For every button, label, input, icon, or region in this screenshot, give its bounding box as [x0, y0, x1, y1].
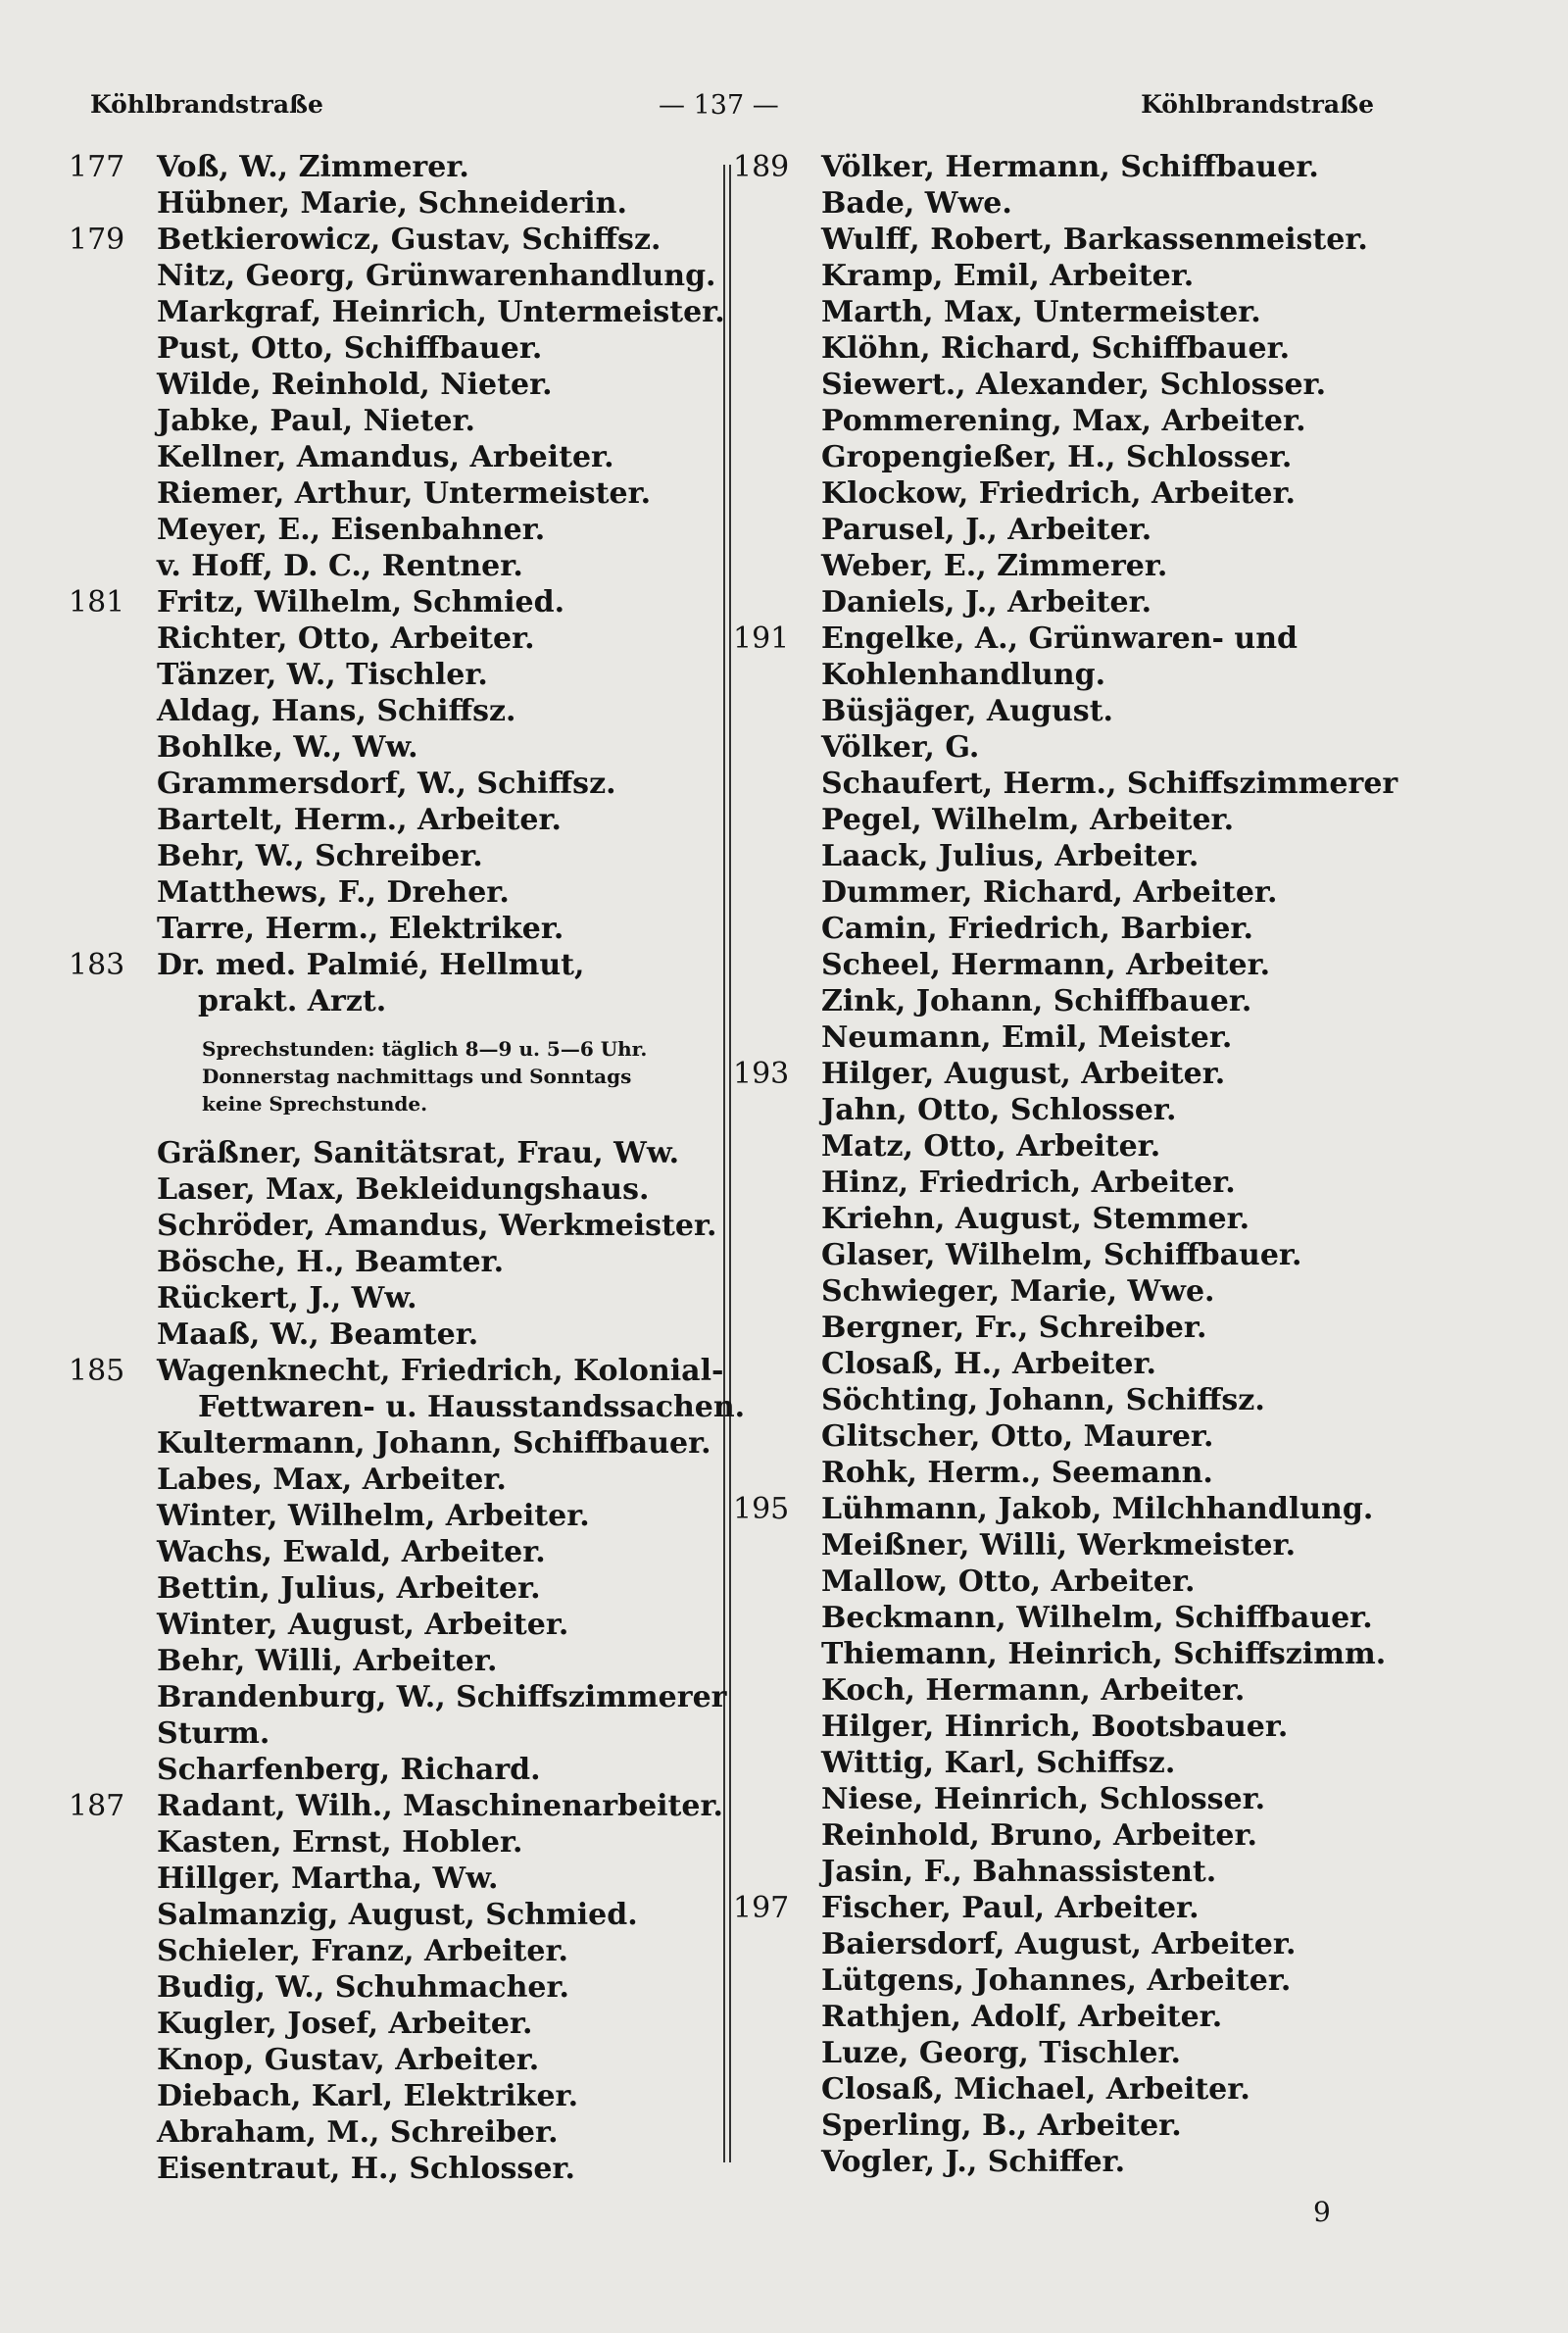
entry-text: Hübner, Marie, Schneiderin. — [157, 186, 627, 221]
directory-entry — [157, 1498, 706, 1534]
entry-text: Laack, Julius, Arbeiter. — [821, 839, 1200, 873]
entry-text: Klöhn, Richard, Schiffbauer. — [821, 331, 1291, 366]
directory-entry — [821, 1019, 1390, 1056]
entry-text: Völker, Hermann, Schiffbauer. — [821, 150, 1319, 184]
entry-text: Bohlke, W., Ww. — [157, 730, 418, 765]
directory-entry — [821, 439, 1390, 475]
entry-text: Glitscher, Otto, Maurer. — [821, 1419, 1214, 1454]
directory-entry — [157, 802, 706, 838]
directory-entry — [821, 1962, 1390, 1999]
directory-entry — [821, 1926, 1390, 1962]
directory-entry — [157, 2151, 706, 2187]
entry-text: Bergner, Fr., Schreiber. — [821, 1311, 1207, 1345]
directory-entry — [157, 874, 706, 911]
directory-entry — [157, 475, 706, 512]
directory-entry — [821, 512, 1390, 548]
directory-entry — [733, 1491, 1390, 1527]
directory-entry — [821, 584, 1390, 620]
entry-text: prakt. Arzt. — [198, 984, 387, 1018]
directory-entry — [157, 1752, 706, 1788]
directory-entry — [733, 620, 1390, 657]
directory-entry — [157, 1534, 706, 1570]
directory-entry — [821, 2035, 1390, 2071]
entry-text: Mallow, Otto, Arbeiter. — [821, 1564, 1196, 1599]
directory-entry — [821, 1781, 1390, 1817]
directory-entry — [821, 367, 1390, 403]
directory-entry — [821, 2144, 1390, 2180]
entry-text: Matz, Otto, Arbeiter. — [821, 1129, 1161, 1164]
left-column — [69, 149, 746, 2187]
directory-entry — [157, 548, 706, 584]
entry-text: Koch, Hermann, Arbeiter. — [821, 1673, 1246, 1708]
directory-entry — [821, 1310, 1390, 1346]
directory-entry — [821, 2108, 1390, 2144]
directory-entry — [69, 149, 706, 185]
entry-text: Rückert, J., Ww. — [157, 1281, 417, 1315]
directory-entry — [157, 911, 706, 947]
entry-text: Matthews, F., Dreher. — [157, 875, 510, 910]
entry-text: Lühmann, Jakob, Milchhandlung. — [821, 1492, 1374, 1526]
entry-text: Thiemann, Heinrich, Schiffszimm. — [821, 1637, 1387, 1671]
directory-entry — [821, 1092, 1390, 1128]
directory-entry — [821, 1999, 1390, 2035]
directory-entry — [157, 1244, 706, 1280]
entry-text: Marth, Max, Untermeister. — [821, 295, 1261, 329]
house-number: 191 — [733, 621, 790, 656]
house-number: 195 — [733, 1492, 790, 1526]
directory-entry — [821, 1382, 1390, 1418]
entry-text: Behr, Willi, Arbeiter. — [157, 1644, 498, 1678]
entry-text: Budig, W., Schuhmacher. — [157, 1970, 569, 2005]
directory-entry — [821, 657, 1390, 693]
directory-entry — [157, 729, 706, 766]
entry-text: Schaufert, Herm., Schiffszimmerer — [821, 767, 1398, 801]
directory-entry — [157, 1969, 706, 2006]
entry-text: Rathjen, Adolf, Arbeiter. — [821, 2000, 1223, 2034]
directory-entry — [157, 1861, 706, 1897]
directory-entry — [733, 149, 1390, 185]
directory-entry — [821, 403, 1390, 439]
entry-text: Camin, Friedrich, Barbier. — [821, 912, 1253, 946]
directory-entry — [821, 729, 1390, 766]
entry-text: Gräßner, Sanitätsrat, Frau, Ww. — [157, 1136, 680, 1170]
directory-entry — [157, 2114, 706, 2151]
house-number: 187 — [69, 1789, 125, 1823]
entry-text: Rohk, Herm., Seemann. — [821, 1456, 1213, 1490]
entry-text: Pommerening, Max, Arbeiter. — [821, 404, 1306, 438]
entry-text: Wachs, Ewald, Arbeiter. — [157, 1535, 546, 1569]
directory-entry — [157, 1643, 706, 1679]
directory-entry — [733, 1056, 1390, 1092]
directory-entry — [821, 1672, 1390, 1709]
entry-text: Schieler, Franz, Arbeiter. — [157, 1934, 568, 1968]
office-hours-note: Sprechstunden: täglich 8—9 u. 5—6 Uhr. — [202, 1037, 648, 1061]
directory-entry — [157, 620, 706, 657]
directory-entry — [69, 1353, 724, 1389]
entry-text: Bade, Wwe. — [821, 186, 1012, 221]
entry-text: Meißner, Willi, Werkmeister. — [821, 1528, 1297, 1563]
entry-text: Hinz, Friedrich, Arbeiter. — [821, 1166, 1236, 1200]
entry-text: Niese, Heinrich, Schlosser. — [821, 1782, 1266, 1816]
directory-entry — [821, 1165, 1390, 1201]
directory-entry — [69, 584, 706, 620]
directory-entry — [157, 1933, 706, 1969]
directory-entry — [157, 2078, 706, 2114]
entry-text: Bösche, H., Beamter. — [157, 1245, 505, 1279]
house-number: 177 — [69, 150, 125, 184]
entry-text: Hillger, Martha, Ww. — [157, 1861, 499, 1896]
house-number: 197 — [733, 1891, 790, 1925]
entry-text: Schröder, Amandus, Werkmeister. — [157, 1209, 717, 1243]
directory-entry — [821, 1273, 1390, 1310]
directory-entry — [157, 1462, 706, 1498]
entry-text: Kohlenhandlung. — [821, 658, 1106, 692]
directory-entry — [821, 874, 1390, 911]
entry-text: Fischer, Paul, Arbeiter. — [821, 1891, 1200, 1925]
entry-text: Abraham, M., Schreiber. — [157, 2115, 559, 2150]
directory-entry — [69, 222, 706, 258]
directory-entry — [157, 367, 706, 403]
directory-entry — [821, 838, 1390, 874]
house-number: 189 — [733, 150, 790, 184]
page-number: — 137 — — [659, 90, 779, 121]
entry-text: Pegel, Wilhelm, Arbeiter. — [821, 803, 1235, 837]
directory-entry — [821, 222, 1390, 258]
directory-entry — [821, 947, 1390, 983]
entry-text: Meyer, E., Eisenbahner. — [157, 513, 546, 547]
entry-text: Parusel, J., Arbeiter. — [821, 513, 1152, 547]
directory-entry — [821, 1455, 1390, 1491]
entry-text: Salmanzig, August, Schmied. — [157, 1898, 638, 1932]
entry-text: Labes, Max, Arbeiter. — [157, 1463, 507, 1497]
entry-text: Brandenburg, W., Schiffszimmerer — [157, 1680, 727, 1714]
house-number: 185 — [69, 1354, 125, 1388]
entry-text: Lütgens, Johannes, Arbeiter. — [821, 1963, 1292, 1998]
entry-text: v. Hoff, D. C., Rentner. — [157, 549, 523, 583]
entry-text: Gropengießer, H., Schlosser. — [821, 440, 1293, 474]
directory-entry — [821, 802, 1390, 838]
directory-entry — [157, 1607, 706, 1643]
entry-text: Zink, Johann, Schiffbauer. — [821, 984, 1252, 1018]
entry-text: Kultermann, Johann, Schiffbauer. — [157, 1426, 711, 1461]
directory-entry — [69, 1788, 723, 1824]
entry-text: Laser, Max, Bekleidungshaus. — [157, 1172, 650, 1207]
entry-text: Closaß, H., Arbeiter. — [821, 1347, 1156, 1381]
entry-text: Reinhold, Bruno, Arbeiter. — [821, 1818, 1257, 1853]
sheet-signature: 9 — [1313, 2196, 1331, 2228]
directory-entry — [157, 1316, 706, 1353]
directory-entry — [157, 983, 706, 1019]
entry-text: Winter, August, Arbeiter. — [157, 1608, 569, 1642]
house-number: 183 — [69, 948, 125, 982]
entry-text: Kellner, Amandus, Arbeiter. — [157, 440, 614, 474]
entry-text: Nitz, Georg, Grünwarenhandlung. — [157, 259, 716, 293]
directory-entry — [821, 1346, 1390, 1382]
entry-text: Kasten, Ernst, Hobler. — [157, 1825, 523, 1860]
entry-text: Beckmann, Wilhelm, Schiffbauer. — [821, 1601, 1373, 1635]
entry-text: Kramp, Emil, Arbeiter. — [821, 259, 1195, 293]
entry-text: Eisentraut, H., Schlosser. — [157, 2152, 575, 2186]
entry-text: Söchting, Johann, Schiffsz. — [821, 1383, 1265, 1417]
entry-text: Kriehn, August, Stemmer. — [821, 1202, 1250, 1236]
directory-entry — [157, 512, 706, 548]
entry-text: Büsjäger, August. — [821, 694, 1113, 728]
directory-entry — [821, 1709, 1390, 1745]
entry-text: Sturm. — [157, 1716, 270, 1751]
entry-text: Riemer, Arthur, Untermeister. — [157, 476, 652, 511]
entry-text: Scharfenberg, Richard. — [157, 1753, 541, 1787]
entry-text: Voß, W., Zimmerer. — [157, 150, 469, 184]
entry-text: Winter, Wilhelm, Arbeiter. — [157, 1499, 590, 1533]
entry-text: Radant, Wilh., Maschinenarbeiter. — [157, 1789, 723, 1823]
directory-entry — [821, 911, 1390, 947]
house-number: 193 — [733, 1057, 790, 1091]
directory-entry — [157, 1570, 706, 1607]
directory-entry — [821, 1237, 1390, 1273]
directory-entry — [821, 330, 1390, 367]
entry-text: Markgraf, Heinrich, Untermeister. — [157, 295, 725, 329]
entry-text: Jahn, Otto, Schlosser. — [821, 1093, 1177, 1127]
directory-entry — [821, 693, 1390, 729]
directory-entry — [821, 1600, 1390, 1636]
entry-text: Völker, G. — [821, 730, 980, 765]
directory-entry — [69, 947, 706, 983]
entry-text: Aldag, Hans, Schiffsz. — [157, 694, 516, 728]
directory-entry — [157, 693, 706, 729]
directory-entry — [821, 185, 1390, 222]
directory-entry — [157, 330, 706, 367]
entry-text: Schwieger, Marie, Wwe. — [821, 1274, 1215, 1309]
directory-entry — [157, 838, 706, 874]
directory-entry — [821, 766, 1398, 802]
entry-text: Bartelt, Herm., Arbeiter. — [157, 803, 562, 837]
office-hours-note: Donnerstag nachmittags und Sonntags — [202, 1065, 632, 1088]
directory-entry — [157, 1425, 711, 1462]
directory-entry — [821, 1418, 1390, 1455]
directory-entry — [821, 1564, 1390, 1600]
directory-entry — [821, 1817, 1390, 1854]
entry-text: Hilger, August, Arbeiter. — [821, 1057, 1226, 1091]
directory-entry — [157, 2006, 706, 2042]
entry-text: Klockow, Friedrich, Arbeiter. — [821, 476, 1296, 511]
entry-text: Closaß, Michael, Arbeiter. — [821, 2072, 1250, 2107]
entry-text: Wittig, Karl, Schiffsz. — [821, 1746, 1176, 1780]
directory-entry — [157, 1135, 706, 1171]
entry-text: Fritz, Wilhelm, Schmied. — [157, 585, 565, 620]
entry-text: Vogler, J., Schiffer. — [821, 2145, 1126, 2179]
directory-entry — [157, 403, 706, 439]
entry-text: Wilde, Reinhold, Nieter. — [157, 368, 553, 402]
directory-entry — [821, 258, 1390, 294]
entry-text: Engelke, A., Grünwaren- und — [821, 621, 1298, 656]
entry-text: Baiersdorf, August, Arbeiter. — [821, 1927, 1297, 1961]
entry-text: Tänzer, W., Tischler. — [157, 658, 488, 692]
directory-entry — [157, 294, 725, 330]
directory-entry — [157, 1171, 706, 1208]
directory-entry — [157, 1824, 706, 1861]
running-head-right: Köhlbrandstraße — [1141, 90, 1374, 119]
directory-entry — [157, 439, 706, 475]
entry-text: Grammersdorf, W., Schiffsz. — [157, 767, 616, 801]
directory-entry — [821, 1128, 1390, 1165]
entry-text: Jabke, Paul, Nieter. — [157, 404, 476, 438]
entry-text: Siewert., Alexander, Schlosser. — [821, 368, 1327, 402]
entry-text: Jasin, F., Bahnassistent. — [821, 1855, 1217, 1889]
directory-entry — [821, 475, 1390, 512]
entry-text: Dr. med. Palmié, Hellmut, — [157, 948, 585, 982]
directory-entry — [821, 1527, 1390, 1564]
entry-text: Fettwaren- u. Hausstandssachen. — [198, 1390, 746, 1424]
entry-text: Sperling, B., Arbeiter. — [821, 2109, 1182, 2143]
entry-text: Betkierowicz, Gustav, Schiffsz. — [157, 223, 662, 257]
page-header — [90, 90, 1374, 129]
house-number: 181 — [69, 585, 125, 620]
directory-entry — [733, 1890, 1390, 1926]
directory-entry — [157, 1208, 717, 1244]
entry-text: Scheel, Hermann, Arbeiter. — [821, 948, 1271, 982]
directory-entry — [157, 766, 706, 802]
directory-entry — [157, 1715, 706, 1752]
right-column — [733, 149, 1398, 2180]
directory-entry — [157, 258, 716, 294]
directory-entry — [157, 657, 706, 693]
entry-text: Neumann, Emil, Meister. — [821, 1020, 1233, 1055]
house-number: 179 — [69, 223, 125, 257]
entry-text: Diebach, Karl, Elektriker. — [157, 2079, 579, 2113]
entry-text: Richter, Otto, Arbeiter. — [157, 621, 535, 656]
directory-entry — [821, 294, 1390, 330]
entry-text: Weber, E., Zimmerer. — [821, 549, 1168, 583]
entry-text: Bettin, Julius, Arbeiter. — [157, 1571, 541, 1606]
directory-entry — [157, 185, 706, 222]
entry-text: Knop, Gustav, Arbeiter. — [157, 2043, 540, 2077]
entry-text: Wulff, Robert, Barkassenmeister. — [821, 223, 1368, 257]
directory-entry — [157, 1679, 727, 1715]
directory-entry — [821, 2071, 1390, 2108]
directory-entry — [821, 1854, 1390, 1890]
office-hours-note: keine Sprechstunde. — [202, 1092, 428, 1116]
entry-text: Wagenknecht, Friedrich, Kolonial- — [157, 1354, 724, 1388]
entry-text: Luze, Georg, Tischler. — [821, 2036, 1181, 2070]
entry-text: Tarre, Herm., Elektriker. — [157, 912, 564, 946]
running-head-left: Köhlbrandstraße — [90, 90, 323, 119]
directory-entry — [821, 983, 1390, 1019]
directory-entry — [157, 1389, 746, 1425]
directory-entry — [157, 2042, 706, 2078]
column-divider — [723, 165, 731, 2162]
entry-text: Daniels, J., Arbeiter. — [821, 585, 1152, 620]
entry-text: Behr, W., Schreiber. — [157, 839, 483, 873]
directory-entry — [821, 548, 1390, 584]
entry-text: Pust, Otto, Schiffbauer. — [157, 331, 543, 366]
entry-text: Glaser, Wilhelm, Schiffbauer. — [821, 1238, 1302, 1272]
entry-text: Kugler, Josef, Arbeiter. — [157, 2007, 533, 2041]
directory-entry — [157, 1897, 706, 1933]
entry-text: Dummer, Richard, Arbeiter. — [821, 875, 1278, 910]
directory-entry — [821, 1745, 1390, 1781]
directory-entry — [821, 1201, 1390, 1237]
entry-text: Maaß, W., Beamter. — [157, 1317, 479, 1352]
directory-entry — [821, 1636, 1390, 1672]
directory-entry — [157, 1280, 706, 1316]
entry-text: Hilger, Hinrich, Bootsbauer. — [821, 1710, 1289, 1744]
